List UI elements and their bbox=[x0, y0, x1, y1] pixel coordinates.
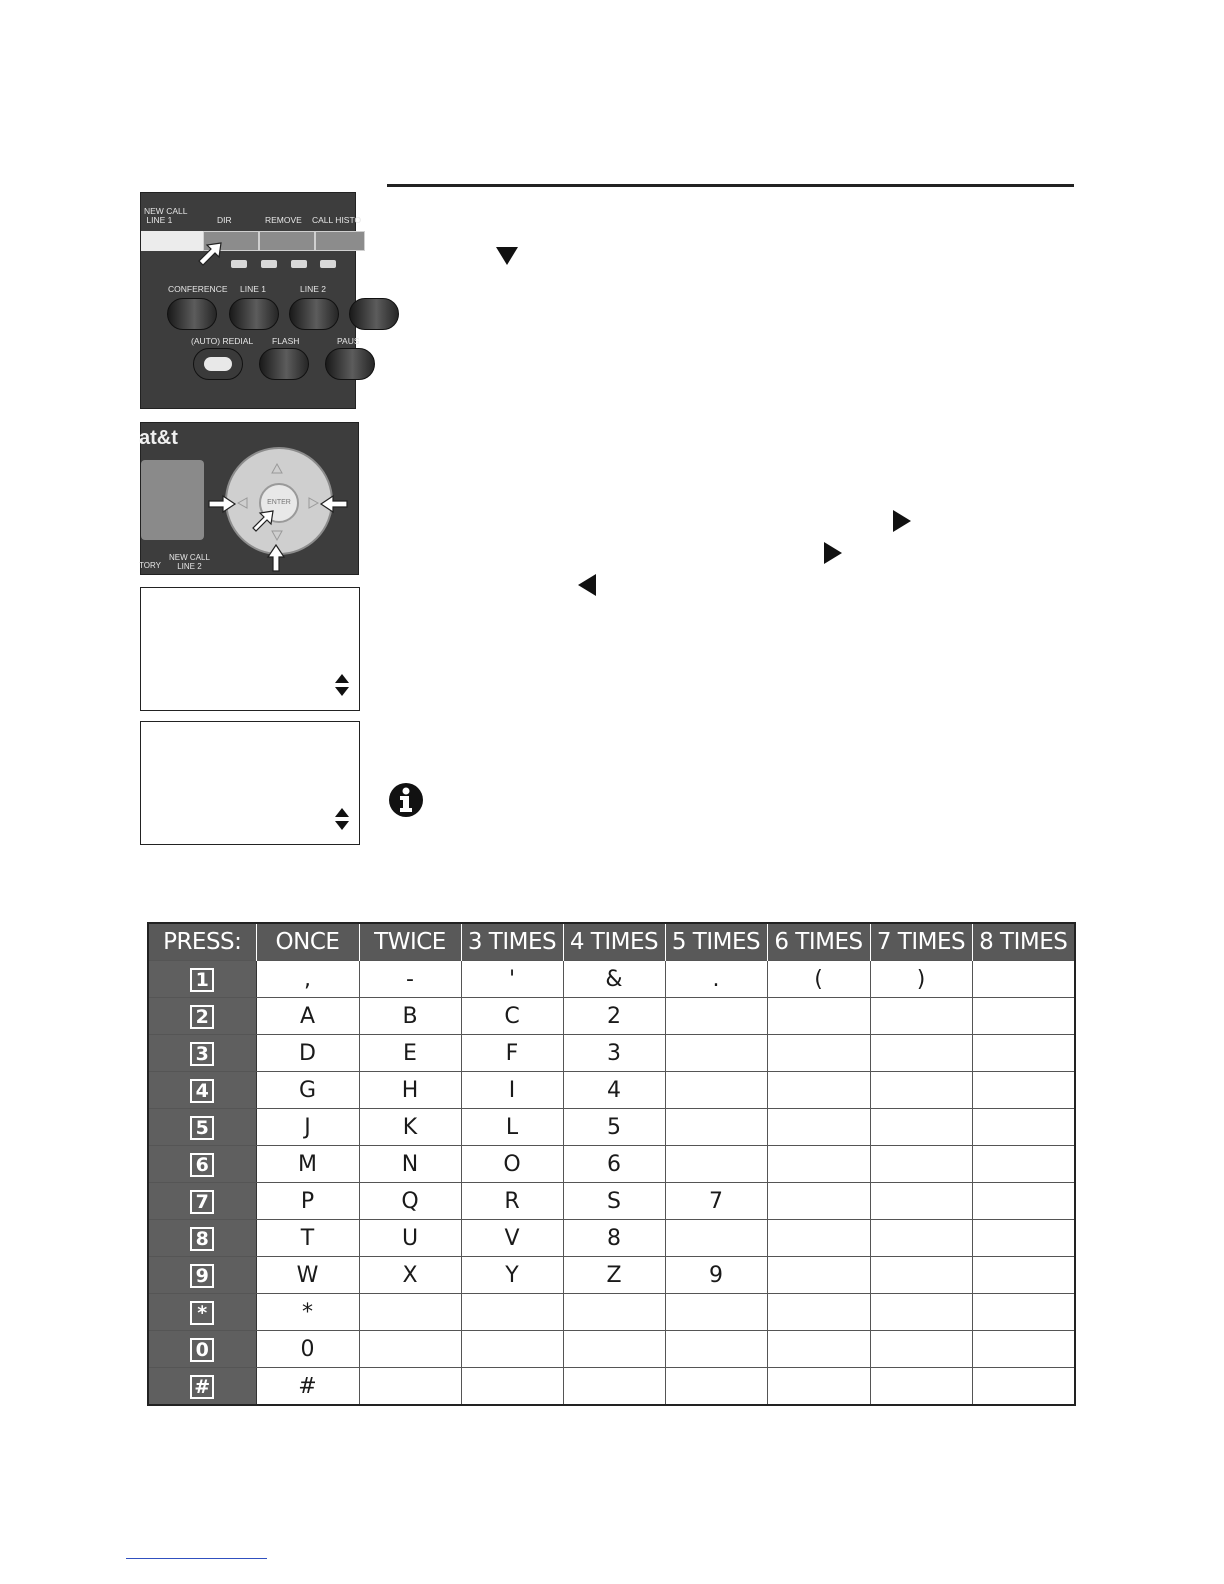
table-cell bbox=[461, 1368, 563, 1406]
table-cell: C bbox=[461, 998, 563, 1035]
table-cell bbox=[665, 1109, 767, 1146]
table-row bbox=[148, 961, 1075, 998]
table-cell: 2 bbox=[563, 998, 665, 1035]
keypad-key-icon: 1 bbox=[190, 968, 214, 992]
table-cell bbox=[972, 1146, 1075, 1183]
table-cell: L bbox=[461, 1109, 563, 1146]
table-cell bbox=[972, 961, 1075, 998]
key-cell bbox=[148, 1331, 256, 1368]
table-cell: ( bbox=[767, 961, 870, 998]
enter-button[interactable]: ENTER bbox=[259, 483, 299, 523]
table-cell bbox=[359, 1331, 461, 1368]
down-triangle-icon bbox=[496, 247, 518, 265]
table-cell bbox=[665, 1035, 767, 1072]
table-cell bbox=[767, 1257, 870, 1294]
table-cell bbox=[665, 1331, 767, 1368]
table-row bbox=[148, 1220, 1075, 1257]
table-cell bbox=[767, 998, 870, 1035]
lcd-screen-1 bbox=[140, 587, 360, 711]
table-cell: E bbox=[359, 1035, 461, 1072]
footer-link-underline bbox=[126, 1558, 267, 1559]
section-rule bbox=[387, 184, 1074, 187]
table-cell: 3 bbox=[563, 1035, 665, 1072]
led bbox=[291, 260, 307, 268]
softkey-remove[interactable] bbox=[259, 231, 315, 251]
nav-up-icon bbox=[271, 463, 283, 475]
key-cell bbox=[148, 1109, 256, 1146]
table-cell: J bbox=[256, 1109, 359, 1146]
softkey-call-history[interactable] bbox=[315, 231, 365, 251]
table-cell: # bbox=[256, 1368, 359, 1406]
table-cell bbox=[767, 1368, 870, 1406]
keypad-key-icon: 5 bbox=[190, 1116, 214, 1140]
column-header: 4 TIMES bbox=[563, 923, 665, 961]
new-call-label: NEW CALL LINE 1 bbox=[144, 206, 188, 225]
keypad-key-icon: 8 bbox=[190, 1227, 214, 1251]
table-cell: ) bbox=[870, 961, 972, 998]
up-down-arrows-icon bbox=[335, 674, 349, 696]
table-row bbox=[148, 1331, 1075, 1368]
table-cell bbox=[870, 1183, 972, 1220]
led bbox=[231, 260, 247, 268]
nav-left-icon bbox=[237, 497, 249, 509]
column-header: 7 TIMES bbox=[870, 923, 972, 961]
keypad-key-icon: # bbox=[190, 1375, 214, 1399]
right-triangle-icon bbox=[893, 510, 911, 532]
table-cell bbox=[767, 1072, 870, 1109]
key-cell bbox=[148, 1294, 256, 1331]
right-triangle-icon bbox=[824, 542, 842, 564]
column-header: 8 TIMES bbox=[972, 923, 1075, 961]
table-cell bbox=[461, 1331, 563, 1368]
table-cell bbox=[665, 1294, 767, 1331]
line3-button[interactable] bbox=[349, 298, 399, 330]
table-cell bbox=[767, 1109, 870, 1146]
table-cell bbox=[870, 1109, 972, 1146]
table-row bbox=[148, 1368, 1075, 1406]
table-cell: 8 bbox=[563, 1220, 665, 1257]
table-cell: Y bbox=[461, 1257, 563, 1294]
keypad-key-icon: 2 bbox=[190, 1005, 214, 1029]
pause-button[interactable] bbox=[325, 348, 375, 380]
table-cell: - bbox=[359, 961, 461, 998]
keypad-key-icon: * bbox=[190, 1301, 214, 1325]
new-call-line2-label: NEW CALL LINE 2 bbox=[169, 553, 210, 571]
table-cell bbox=[870, 1146, 972, 1183]
table-cell bbox=[870, 1368, 972, 1406]
table-cell bbox=[972, 1072, 1075, 1109]
table-cell bbox=[767, 1035, 870, 1072]
table-cell bbox=[972, 1035, 1075, 1072]
table-cell: & bbox=[563, 961, 665, 998]
column-header: PRESS: bbox=[148, 923, 256, 961]
dir-label: DIR bbox=[217, 215, 232, 225]
table-cell bbox=[972, 1183, 1075, 1220]
left-triangle-icon bbox=[578, 574, 596, 596]
table-cell: 0 bbox=[256, 1331, 359, 1368]
call-history-label: CALL HISTO bbox=[312, 215, 362, 225]
flash-button[interactable] bbox=[259, 348, 309, 380]
table-cell bbox=[665, 1072, 767, 1109]
pause-label: PAUS bbox=[337, 336, 360, 346]
table-cell bbox=[870, 1257, 972, 1294]
phone-nav-illustration bbox=[140, 422, 359, 575]
table-cell: O bbox=[461, 1146, 563, 1183]
table-cell: K bbox=[359, 1109, 461, 1146]
table-cell: R bbox=[461, 1183, 563, 1220]
table-cell bbox=[972, 1294, 1075, 1331]
line2-button[interactable] bbox=[289, 298, 339, 330]
table-cell bbox=[563, 1368, 665, 1406]
line2-label: LINE 2 bbox=[300, 284, 326, 294]
keypad-key-icon: 4 bbox=[190, 1079, 214, 1103]
auto-redial-label: (AUTO) REDIAL bbox=[191, 336, 254, 346]
table-cell: Z bbox=[563, 1257, 665, 1294]
pointer-right-icon bbox=[207, 495, 237, 513]
column-header: TWICE bbox=[359, 923, 461, 961]
table-cell bbox=[563, 1331, 665, 1368]
key-cell bbox=[148, 961, 256, 998]
column-header: 6 TIMES bbox=[767, 923, 870, 961]
remove-label: REMOVE bbox=[265, 215, 302, 225]
table-cell bbox=[665, 1220, 767, 1257]
table-cell bbox=[870, 1331, 972, 1368]
table-cell bbox=[563, 1294, 665, 1331]
flash-label: FLASH bbox=[272, 336, 300, 346]
keypad-key-icon: 9 bbox=[190, 1264, 214, 1288]
pointer-up-icon bbox=[267, 543, 285, 573]
auto-redial-button[interactable] bbox=[193, 348, 243, 380]
keypad-key-icon: 7 bbox=[190, 1190, 214, 1214]
table-cell: G bbox=[256, 1072, 359, 1109]
key-cell bbox=[148, 1035, 256, 1072]
column-header: 5 TIMES bbox=[665, 923, 767, 961]
table-cell bbox=[870, 1294, 972, 1331]
table-cell: ' bbox=[461, 961, 563, 998]
table-cell bbox=[767, 1183, 870, 1220]
brand-logo: at&t bbox=[139, 427, 178, 449]
table-cell bbox=[359, 1368, 461, 1406]
table-row bbox=[148, 998, 1075, 1035]
table-cell bbox=[972, 1331, 1075, 1368]
table-row bbox=[148, 1294, 1075, 1331]
table-cell: B bbox=[359, 998, 461, 1035]
table-cell: D bbox=[256, 1035, 359, 1072]
table-cell: A bbox=[256, 998, 359, 1035]
pointer-left-icon bbox=[319, 495, 349, 513]
key-cell bbox=[148, 1368, 256, 1406]
line1-label: LINE 1 bbox=[240, 284, 266, 294]
info-icon bbox=[388, 782, 424, 818]
key-cell bbox=[148, 998, 256, 1035]
table-cell: 7 bbox=[665, 1183, 767, 1220]
led bbox=[320, 260, 336, 268]
phone-top-illustration bbox=[140, 192, 362, 409]
table-cell: V bbox=[461, 1220, 563, 1257]
table-cell bbox=[665, 998, 767, 1035]
column-header: ONCE bbox=[256, 923, 359, 961]
nav-right-icon bbox=[307, 497, 319, 509]
table-cell: . bbox=[665, 961, 767, 998]
table-cell bbox=[359, 1294, 461, 1331]
table-header-row bbox=[148, 923, 1075, 961]
table-cell: * bbox=[256, 1294, 359, 1331]
table-cell: U bbox=[359, 1220, 461, 1257]
table-cell bbox=[972, 1109, 1075, 1146]
conference-label: CONFERENCE bbox=[168, 284, 228, 294]
table-cell: N bbox=[359, 1146, 461, 1183]
column-header: 3 TIMES bbox=[461, 923, 563, 961]
table-cell: W bbox=[256, 1257, 359, 1294]
table-cell: , bbox=[256, 961, 359, 998]
table-cell: 9 bbox=[665, 1257, 767, 1294]
table-row bbox=[148, 1146, 1075, 1183]
line1-button[interactable] bbox=[229, 298, 279, 330]
pointer-enter-icon bbox=[251, 509, 275, 533]
table-cell bbox=[870, 998, 972, 1035]
table-cell: H bbox=[359, 1072, 461, 1109]
table-cell bbox=[972, 1220, 1075, 1257]
table-cell: 5 bbox=[563, 1109, 665, 1146]
table-row bbox=[148, 1183, 1075, 1220]
table-row bbox=[148, 1035, 1075, 1072]
table-cell bbox=[870, 1220, 972, 1257]
table-cell: I bbox=[461, 1072, 563, 1109]
table-cell: P bbox=[256, 1183, 359, 1220]
table-cell bbox=[972, 1257, 1075, 1294]
lcd-screen-2 bbox=[140, 721, 360, 845]
table-cell bbox=[767, 1294, 870, 1331]
table-cell: 4 bbox=[563, 1072, 665, 1109]
table-cell bbox=[972, 998, 1075, 1035]
key-cell bbox=[148, 1072, 256, 1109]
softkey-1[interactable] bbox=[141, 231, 203, 251]
table-cell bbox=[870, 1072, 972, 1109]
table-row bbox=[148, 1109, 1075, 1146]
directory-label: TORY bbox=[139, 561, 161, 570]
key-cell bbox=[148, 1183, 256, 1220]
table-cell bbox=[665, 1146, 767, 1183]
table-cell: S bbox=[563, 1183, 665, 1220]
table-row bbox=[148, 1257, 1075, 1294]
led bbox=[261, 260, 277, 268]
key-cell bbox=[148, 1257, 256, 1294]
character-entry-table bbox=[147, 922, 1076, 1406]
key-cell bbox=[148, 1146, 256, 1183]
table-cell bbox=[767, 1331, 870, 1368]
table-row bbox=[148, 1072, 1075, 1109]
table-cell: F bbox=[461, 1035, 563, 1072]
keypad-key-icon: 0 bbox=[190, 1338, 214, 1362]
table-cell bbox=[870, 1035, 972, 1072]
table-cell: M bbox=[256, 1146, 359, 1183]
table-cell: X bbox=[359, 1257, 461, 1294]
table-cell: Q bbox=[359, 1183, 461, 1220]
keypad-key-icon: 3 bbox=[190, 1042, 214, 1066]
table-cell: 6 bbox=[563, 1146, 665, 1183]
table-cell bbox=[972, 1368, 1075, 1406]
key-cell bbox=[148, 1220, 256, 1257]
conference-button[interactable] bbox=[167, 298, 217, 330]
table-cell bbox=[767, 1220, 870, 1257]
phone-screen bbox=[141, 460, 204, 540]
table-cell: T bbox=[256, 1220, 359, 1257]
table-cell bbox=[665, 1368, 767, 1406]
pointer-arrow-icon bbox=[197, 241, 223, 267]
keypad-key-icon: 6 bbox=[190, 1153, 214, 1177]
up-down-arrows-icon bbox=[335, 808, 349, 830]
table-cell bbox=[461, 1294, 563, 1331]
table-cell bbox=[767, 1146, 870, 1183]
